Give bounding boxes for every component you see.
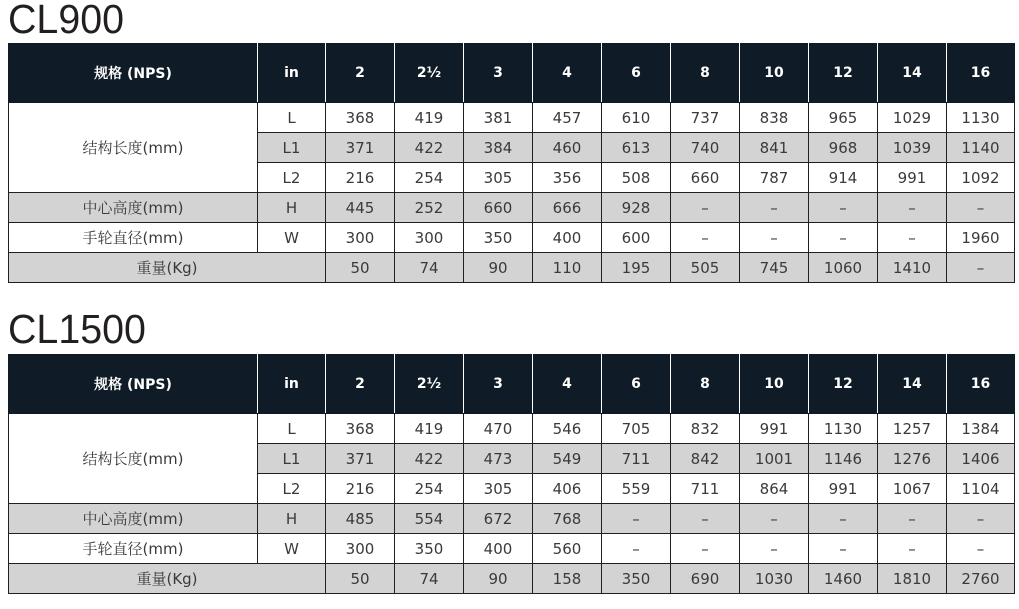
section-title: CL1500: [8, 306, 146, 352]
value-cell: –: [671, 193, 740, 223]
value-cell: –: [878, 504, 947, 534]
symbol-cell: L1: [258, 444, 326, 474]
value-cell: 711: [671, 474, 740, 504]
table-row: [9, 223, 1015, 253]
value-cell: 1030: [740, 564, 809, 594]
value-cell: 666: [533, 193, 602, 223]
value-cell: 841: [740, 133, 809, 163]
value-cell: 371: [326, 444, 395, 474]
value-cell: 371: [326, 133, 395, 163]
unit-header: in: [258, 355, 326, 414]
value-cell: 1960: [947, 223, 1015, 253]
row-label: 中心高度(mm): [9, 504, 258, 534]
value-cell: 560: [533, 534, 602, 564]
value-cell: 419: [395, 103, 464, 133]
size-header: 4: [533, 44, 602, 103]
value-cell: 350: [602, 564, 671, 594]
weight-label: 重量(Kg): [9, 253, 326, 283]
symbol-cell: W: [258, 223, 326, 253]
value-cell: 672: [464, 504, 533, 534]
value-cell: 1460: [809, 564, 878, 594]
value-cell: 711: [602, 444, 671, 474]
value-cell: 422: [395, 133, 464, 163]
value-cell: 110: [533, 253, 602, 283]
unit-header: in: [258, 44, 326, 103]
value-cell: 1257: [878, 414, 947, 444]
value-cell: 460: [533, 133, 602, 163]
value-cell: 381: [464, 103, 533, 133]
size-header: 2½: [395, 44, 464, 103]
value-cell: 457: [533, 103, 602, 133]
value-cell: 419: [395, 414, 464, 444]
value-cell: 1039: [878, 133, 947, 163]
value-cell: –: [671, 504, 740, 534]
symbol-cell: H: [258, 193, 326, 223]
value-cell: –: [947, 504, 1015, 534]
value-cell: –: [740, 504, 809, 534]
value-cell: 914: [809, 163, 878, 193]
value-cell: 473: [464, 444, 533, 474]
size-header: 16: [947, 355, 1015, 414]
value-cell: 1001: [740, 444, 809, 474]
value-cell: 787: [740, 163, 809, 193]
spec-table: [8, 354, 1015, 594]
symbol-cell: L1: [258, 133, 326, 163]
value-cell: 1060: [809, 253, 878, 283]
symbol-cell: L: [258, 414, 326, 444]
row-label: 手轮直径(mm): [9, 534, 258, 564]
table-row: [9, 504, 1015, 534]
value-cell: 965: [809, 103, 878, 133]
size-header: 6: [602, 44, 671, 103]
size-header: 6: [602, 355, 671, 414]
spec-header: 规格 (NPS): [9, 44, 258, 103]
value-cell: 300: [395, 223, 464, 253]
size-header: 10: [740, 355, 809, 414]
value-cell: 470: [464, 414, 533, 444]
value-cell: 968: [809, 133, 878, 163]
value-cell: 350: [395, 534, 464, 564]
length-label: 结构长度(mm): [9, 103, 258, 193]
size-header: 3: [464, 355, 533, 414]
value-cell: 384: [464, 133, 533, 163]
symbol-cell: L2: [258, 474, 326, 504]
value-cell: 1104: [947, 474, 1015, 504]
value-cell: 1140: [947, 133, 1015, 163]
value-cell: 838: [740, 103, 809, 133]
value-cell: 400: [464, 534, 533, 564]
value-cell: 864: [740, 474, 809, 504]
value-cell: 832: [671, 414, 740, 444]
value-cell: –: [947, 534, 1015, 564]
size-header: 10: [740, 44, 809, 103]
value-cell: 1406: [947, 444, 1015, 474]
value-cell: 254: [395, 163, 464, 193]
value-cell: 356: [533, 163, 602, 193]
value-cell: 445: [326, 193, 395, 223]
value-cell: 1130: [947, 103, 1015, 133]
value-cell: 50: [326, 253, 395, 283]
table-row: [9, 564, 1015, 594]
value-cell: 660: [464, 193, 533, 223]
value-cell: 2760: [947, 564, 1015, 594]
value-cell: –: [740, 223, 809, 253]
value-cell: 768: [533, 504, 602, 534]
size-header: 2: [326, 355, 395, 414]
size-header: 14: [878, 355, 947, 414]
value-cell: 705: [602, 414, 671, 444]
value-cell: 1092: [947, 163, 1015, 193]
section-title: CL900: [8, 0, 124, 42]
value-cell: 368: [326, 103, 395, 133]
value-cell: 158: [533, 564, 602, 594]
value-cell: 1067: [878, 474, 947, 504]
value-cell: 400: [533, 223, 602, 253]
value-cell: 406: [533, 474, 602, 504]
value-cell: 613: [602, 133, 671, 163]
size-header: 4: [533, 355, 602, 414]
header-row: [9, 44, 1015, 103]
table-row: [9, 193, 1015, 223]
value-cell: –: [878, 223, 947, 253]
symbol-cell: L2: [258, 163, 326, 193]
value-cell: 195: [602, 253, 671, 283]
value-cell: 549: [533, 444, 602, 474]
value-cell: –: [809, 193, 878, 223]
value-cell: 508: [602, 163, 671, 193]
value-cell: 74: [395, 564, 464, 594]
value-cell: 745: [740, 253, 809, 283]
value-cell: –: [878, 534, 947, 564]
value-cell: 740: [671, 133, 740, 163]
size-header: 14: [878, 44, 947, 103]
value-cell: –: [740, 534, 809, 564]
value-cell: 422: [395, 444, 464, 474]
size-header: 8: [671, 44, 740, 103]
value-cell: –: [947, 193, 1015, 223]
value-cell: 74: [395, 253, 464, 283]
value-cell: 350: [464, 223, 533, 253]
value-cell: 546: [533, 414, 602, 444]
spec-header: 规格 (NPS): [9, 355, 258, 414]
value-cell: –: [809, 534, 878, 564]
size-header: 16: [947, 44, 1015, 103]
value-cell: 252: [395, 193, 464, 223]
value-cell: 485: [326, 504, 395, 534]
symbol-cell: H: [258, 504, 326, 534]
value-cell: 660: [671, 163, 740, 193]
value-cell: 305: [464, 474, 533, 504]
value-cell: 842: [671, 444, 740, 474]
row-label: 中心高度(mm): [9, 193, 258, 223]
value-cell: 1130: [809, 414, 878, 444]
value-cell: –: [809, 223, 878, 253]
value-cell: 1810: [878, 564, 947, 594]
value-cell: 928: [602, 193, 671, 223]
value-cell: 1384: [947, 414, 1015, 444]
value-cell: 991: [740, 414, 809, 444]
size-header: 3: [464, 44, 533, 103]
value-cell: 1276: [878, 444, 947, 474]
value-cell: 610: [602, 103, 671, 133]
value-cell: 505: [671, 253, 740, 283]
table-row: [9, 534, 1015, 564]
table-row: [9, 103, 1015, 133]
value-cell: 554: [395, 504, 464, 534]
size-header: 8: [671, 355, 740, 414]
value-cell: –: [878, 193, 947, 223]
table-row: [9, 253, 1015, 283]
weight-label: 重量(Kg): [9, 564, 326, 594]
size-header: 2½: [395, 355, 464, 414]
value-cell: –: [809, 504, 878, 534]
value-cell: 50: [326, 564, 395, 594]
value-cell: 90: [464, 253, 533, 283]
value-cell: –: [947, 253, 1015, 283]
size-header: 12: [809, 44, 878, 103]
value-cell: 1029: [878, 103, 947, 133]
value-cell: 300: [326, 223, 395, 253]
value-cell: 600: [602, 223, 671, 253]
value-cell: 737: [671, 103, 740, 133]
symbol-cell: W: [258, 534, 326, 564]
value-cell: 368: [326, 414, 395, 444]
value-cell: 216: [326, 163, 395, 193]
value-cell: 690: [671, 564, 740, 594]
value-cell: 559: [602, 474, 671, 504]
header-row: [9, 355, 1015, 414]
table-row: [9, 414, 1015, 444]
value-cell: 1410: [878, 253, 947, 283]
value-cell: –: [740, 193, 809, 223]
symbol-cell: L: [258, 103, 326, 133]
value-cell: 991: [878, 163, 947, 193]
value-cell: 254: [395, 474, 464, 504]
value-cell: 300: [326, 534, 395, 564]
value-cell: 305: [464, 163, 533, 193]
value-cell: –: [671, 223, 740, 253]
value-cell: 90: [464, 564, 533, 594]
size-header: 12: [809, 355, 878, 414]
row-label: 手轮直径(mm): [9, 223, 258, 253]
value-cell: 1146: [809, 444, 878, 474]
value-cell: –: [671, 534, 740, 564]
value-cell: 216: [326, 474, 395, 504]
length-label: 结构长度(mm): [9, 414, 258, 504]
value-cell: 991: [809, 474, 878, 504]
value-cell: –: [602, 504, 671, 534]
value-cell: –: [602, 534, 671, 564]
size-header: 2: [326, 44, 395, 103]
spec-table: [8, 43, 1015, 283]
